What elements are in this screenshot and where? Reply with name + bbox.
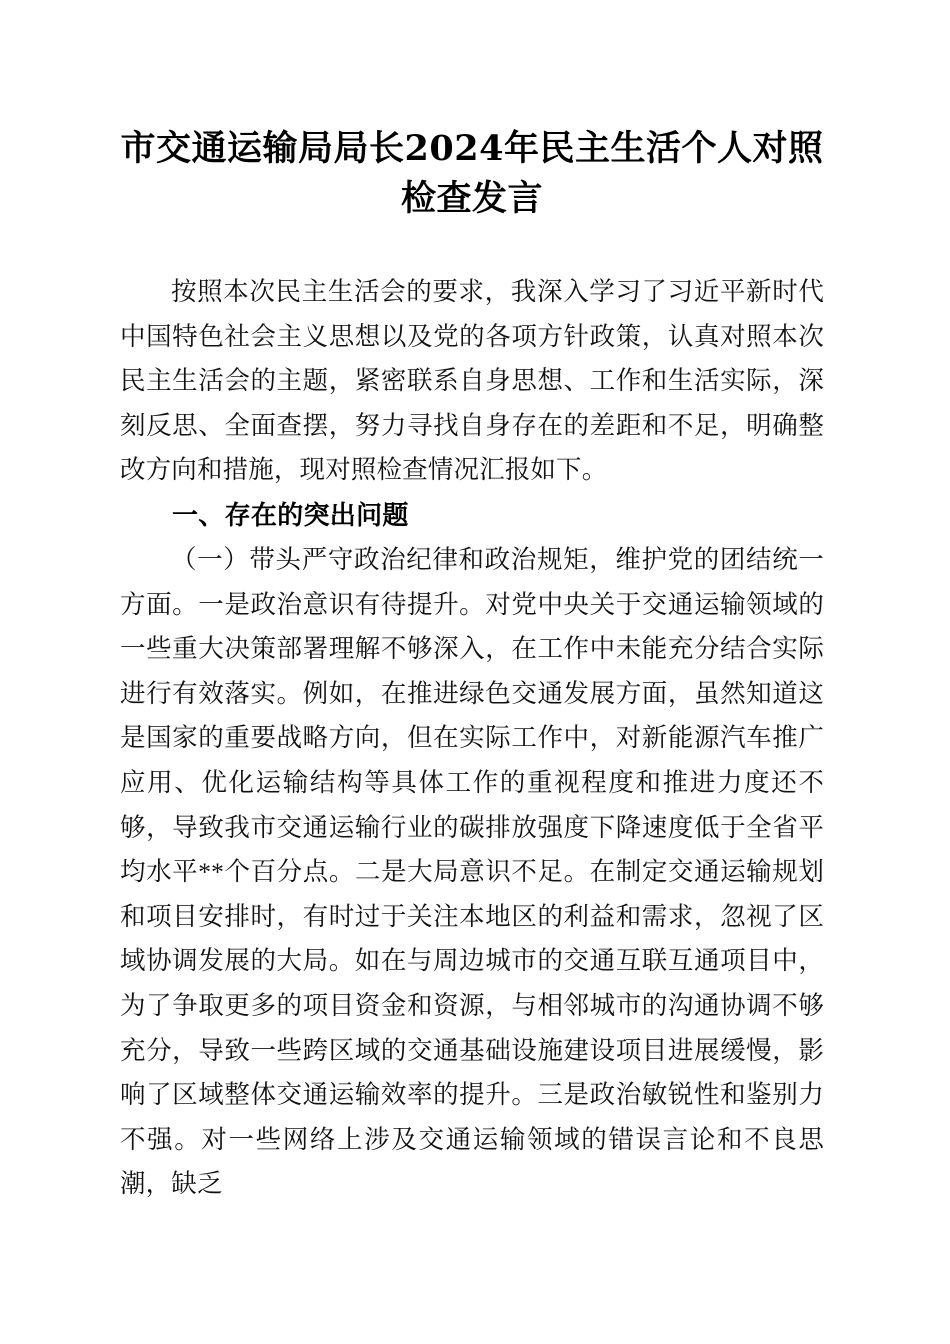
subsection-paragraph-1: （一）带头严守政治纪律和政治规矩，维护党的团结统一方面。一是政治意识有待提升。对党中央关于交通运输领域的一些重大决策部署理解不够深入，在工作中未能充分结合实际进行有效落实。例如，在推进绿色交通发展方面，虽然知道这是国家的重要战略方向，但在实际工作中，对新能源汽车推广应用、优化运输结构等具体工作的重视程度和推进力度还不够，导致我市交通运输行业的碳排放强度下降速度低于全省平均水平**个百分点。二是大局意识不足。在制定交通运输规划和项目安排时，有时过于关注本地区的利益和需求，忽视了区域协调发展的大局。如在与周边城市的交通互联互通项目中，为了争取更多的项目资金和资源，与相邻城市的沟通协调不够充分，导致一些跨区域的交通基础设施建设项目进展缓慢，影响了区域整体交通运输效率的提升。三是政治敏锐性和鉴别力不强。对一些网络上涉及交通运输领域的错误言论和不良思潮，缺乏 — [120, 544, 824, 1199]
section-heading-1: 一、存在的突出问题 — [172, 499, 409, 530]
page-title — [120, 0, 824, 224]
document-body — [120, 0, 824, 1207]
page-title-line-1: 市交通运输局局长2024年民主生活个人对照 — [120, 128, 824, 169]
intro-paragraph: 按照本次民主生活会的要求，我深入学习了习近平新时代中国特色社会主义思想以及党的各项方针政策，认真对照本次民主生活会的主题，紧密联系自身思想、工作和生活实际，深刻反思、全面查摆，努力寻找自身存在的差距和不足，明确整改方向和措施，现对照检查情况汇报如下。 — [120, 277, 824, 485]
title-body-spacer — [120, 224, 824, 270]
page-title-line-2: 检查发言 — [400, 178, 543, 219]
